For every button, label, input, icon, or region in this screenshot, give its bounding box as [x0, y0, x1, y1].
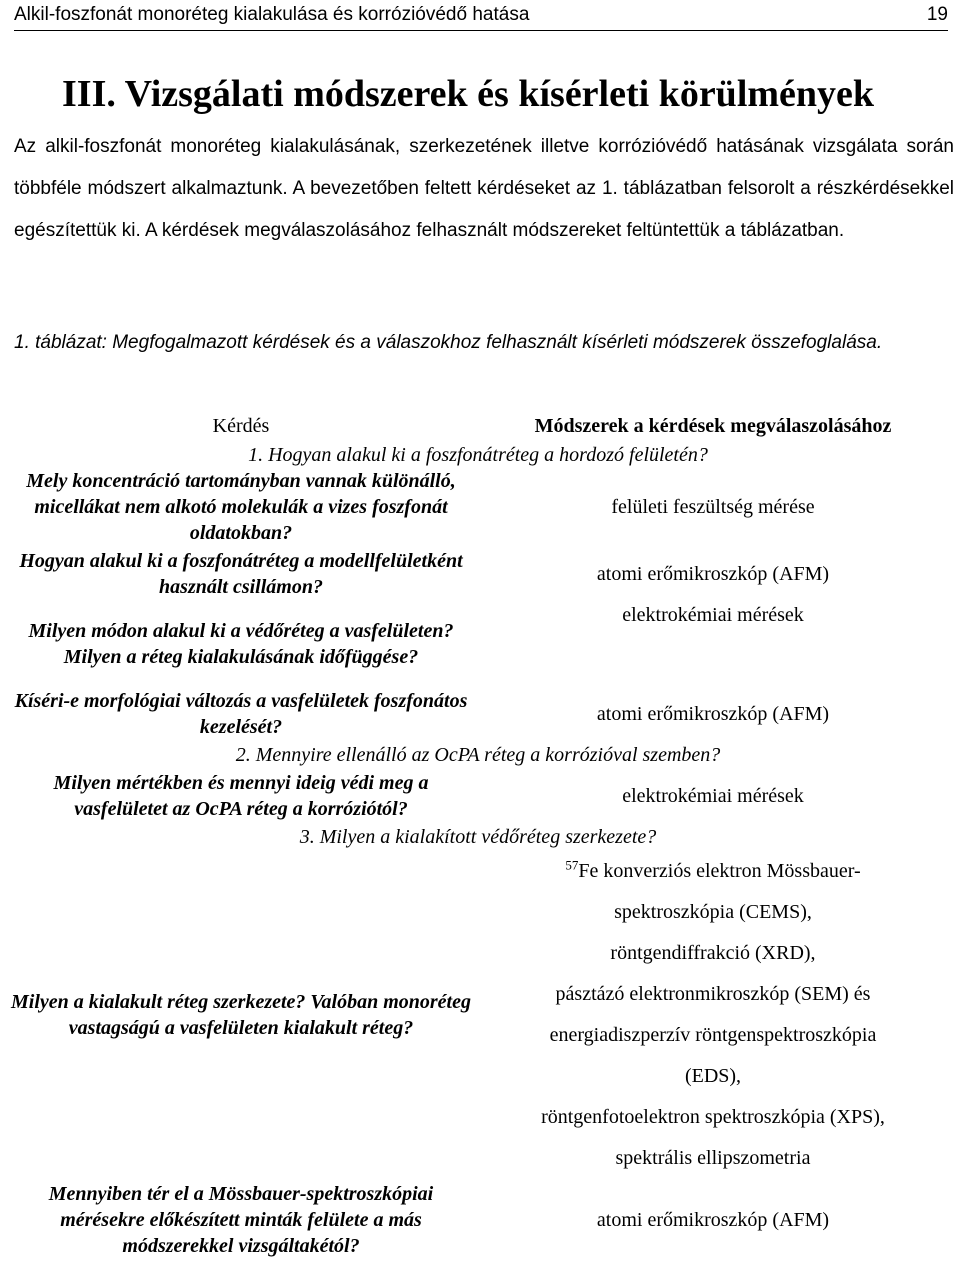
question-cell: Milyen módon alakul ki a védőréteg a vasfelületen? Milyen a réteg kialakulásának időfüggése?	[28, 620, 454, 668]
table-header-row	[6, 410, 950, 442]
page-number: 19	[926, 4, 948, 25]
method-line-6: (EDS),	[684, 1065, 742, 1087]
question-cell: Milyen mértékben és mennyi ideig védi meg a vasfelületet az OcPA réteg a korróziótól?	[53, 772, 429, 820]
section-heading-2: 2. Mennyire ellenálló az OcPA réteg a korrózióval szemben?	[235, 744, 721, 766]
table-row	[6, 546, 950, 602]
table-row	[6, 686, 950, 742]
table-row	[6, 768, 950, 824]
table-row	[6, 1180, 950, 1260]
header-title: Alkil-foszfonát monoréteg kialakulása és korrózióvédő hatása	[14, 4, 530, 25]
question-cell: Kíséri-e morfológiai változás a vasfelületek foszfonátos kezelését?	[14, 690, 468, 738]
section-heading-3: 3. Milyen a kialakított védőréteg szerkezete?	[299, 826, 657, 848]
method-line-8: spektrális ellipszometria	[615, 1147, 811, 1169]
question-cell: Hogyan alakul ki a foszfonátréteg a modellfelületként használt csillámon?	[19, 550, 463, 598]
column-header-methods: Módszerek a kérdések megválaszolásához	[534, 415, 892, 437]
method-line-2: spektroszkópia (CEMS),	[614, 901, 812, 923]
chapter-title: III. Vizsgálati módszerek és kísérleti körülmények	[62, 73, 875, 115]
column-header-question: Kérdés	[212, 415, 270, 437]
question-cell: Mennyiben tér el a Mössbauer-spektroszkópiai mérésekre előkészített minták felülete a más módszerekkel vizsgáltakétól?	[48, 1183, 434, 1257]
table-row	[6, 468, 950, 546]
method-line-5: energiadiszperzív röntgenspektroszkópia	[549, 1024, 877, 1046]
method-cell: elektrokémiai mérések	[622, 604, 804, 626]
isotope-superscript: 57	[565, 857, 579, 873]
table-row	[6, 850, 950, 1180]
method-cell-list	[476, 850, 950, 1180]
section-heading-1: 1. Hogyan alakul ki a foszfonátréteg a hordozó felületén?	[248, 444, 708, 466]
method-line-3: röntgendiffrakció (XRD),	[610, 942, 816, 964]
method-cell: felületi feszültség mérése	[611, 496, 815, 518]
running-header	[14, 0, 948, 31]
method-cell: atomi erőmikroszkóp (AFM)	[596, 1209, 830, 1231]
methods-table	[6, 410, 950, 1260]
method-cell: elektrokémiai mérések	[622, 785, 804, 807]
question-cell: Mely koncentráció tartományban vannak különálló, micellákat nem alkotó molekulák a vizes foszfonát oldatokban?	[26, 470, 456, 544]
intro-paragraph: Az alkil-foszfonát monoréteg kialakulásának, szerkezetének illetve korrózióvédő hatásának vizsgálata során többféle módszert alkalmaztunk. A bevezetőben feltett kérdéseket az 1. táblázatban felsorolt a részkérdésekkel egészítettük ki. A kérdések megválaszolásához felhasznált módszereket feltüntettük a táblázatban.	[14, 136, 954, 241]
question-cell: Milyen a kialakult réteg szerkezete? Valóban monoréteg vastagságú a vasfelületen kialakult réteg?	[11, 991, 471, 1039]
method-cell: atomi erőmikroszkóp (AFM)	[596, 563, 830, 585]
table-caption: 1. táblázat: Megfogalmazott kérdések és a válaszokhoz felhasznált kísérleti módszerek összefoglalása.	[14, 332, 883, 353]
method-line-4: pásztázó elektronmikroszkóp (SEM) és	[555, 983, 871, 1005]
method-cell: atomi erőmikroszkóp (AFM)	[596, 703, 830, 725]
method-line-1: $^{57}$Fe konverziós elektron Mössbauer-	[565, 857, 861, 882]
method-line-7: röntgenfotoelektron spektroszkópia (XPS),	[541, 1106, 885, 1128]
table-row	[6, 602, 950, 686]
